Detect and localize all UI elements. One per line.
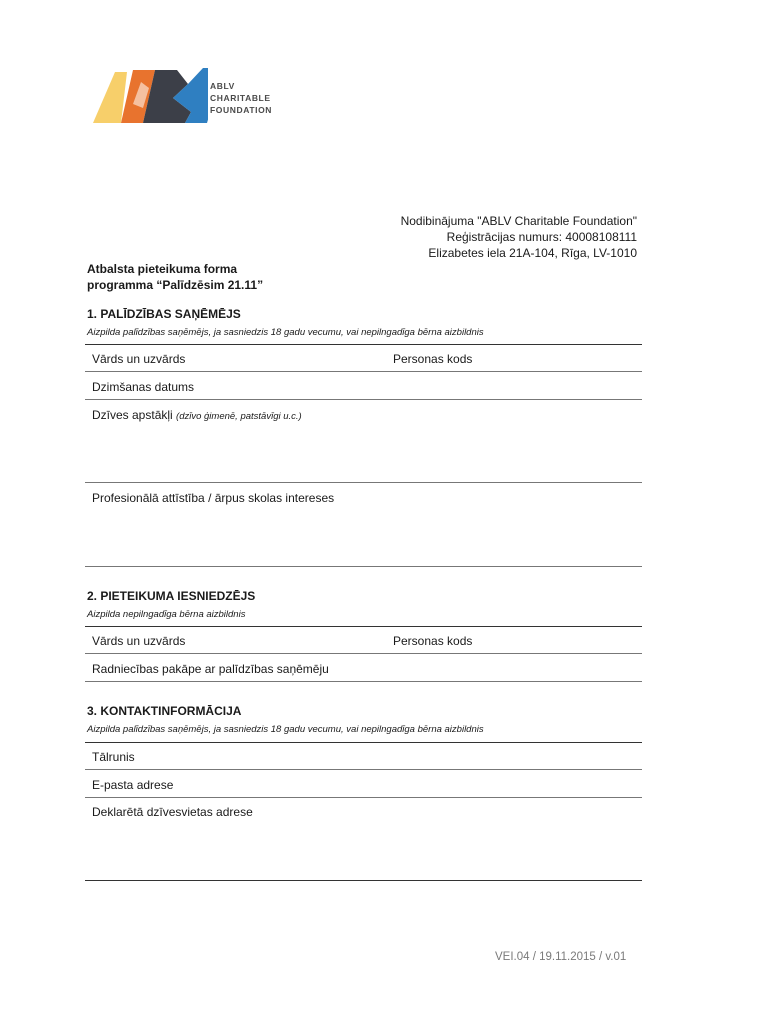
section2-title: 2. PIETEIKUMA IESNIEDZĒJS [87,589,256,603]
logo-line-2: CHARITABLE [210,93,271,103]
form-title-line-2: programma “Palīdzēsim 21.11” [87,278,264,292]
divider [85,769,642,770]
logo-line-1: ABLV [210,81,235,91]
contact-email-field[interactable]: E-pasta adrese [92,778,174,792]
divider [85,566,642,567]
divider [85,371,642,372]
section3-note: Aizpilda palīdzības saņēmējs, ja sasniedzis 18 gadu vecumu, vai nepilngadīga bērna aizbildnis [87,724,484,735]
recipient-birth-date-field[interactable]: Dzimšanas datums [92,380,195,394]
divider [85,797,642,798]
divider [85,482,642,483]
logo-text [210,80,272,116]
section2-note: Aizpilda nepilngadīga bērna aizbildnis [87,609,246,620]
organization-info [401,213,637,261]
divider [85,626,642,627]
applicant-relation-field[interactable]: Radniecības pakāpe ar palīdzības saņēmēju [92,662,329,676]
recipient-name-field[interactable]: Vārds un uzvārds [92,352,186,366]
divider [85,653,642,654]
applicant-name-field[interactable]: Vārds un uzvārds [92,634,186,648]
recipient-living-conditions-field[interactable] [92,408,302,422]
logo-mark-icon [93,68,208,124]
divider [85,399,642,400]
recipient-personal-code-field[interactable]: Personas kods [393,352,473,366]
contact-address-field[interactable]: Deklarētā dzīvesvietas adrese [92,805,253,819]
divider [85,344,642,345]
document-version: VEI.04 / 19.11.2015 / v.01 [495,951,627,963]
contact-phone-field[interactable]: Tālrunis [92,750,135,764]
section1-title: 1. PALĪDZĪBAS SAŅĒMĒJS [87,307,241,321]
section3-title: 3. KONTAKTINFORMĀCIJA [87,704,242,718]
form-title-line-1: Atbalsta pieteikuma forma [87,262,238,276]
living-conditions-hint: (dzīvo ģimenē, patstāvīgi u.c.) [176,411,302,422]
living-conditions-label: Dzīves apstākļi [92,408,173,422]
organization-registration: Reģistrācijas numurs: 40008108111 [446,230,637,244]
logo-line-3: FOUNDATION [210,105,273,115]
applicant-personal-code-field[interactable]: Personas kods [393,634,473,648]
divider [85,681,642,682]
foundation-logo [93,68,293,124]
divider [85,742,642,743]
organization-address: Elizabetes iela 21A-104, Rīga, LV-1010 [428,246,637,260]
divider [85,880,642,881]
section1-note: Aizpilda palīdzības saņēmējs, ja sasniedzis 18 gadu vecumu, vai nepilngadīga bērna aizbildnis [87,327,484,338]
organization-name: Nodibinājuma "ABLV Charitable Foundation" [400,214,637,228]
recipient-interests-field[interactable]: Profesionālā attīstība / ārpus skolas intereses [92,491,335,505]
form-title [87,261,263,293]
